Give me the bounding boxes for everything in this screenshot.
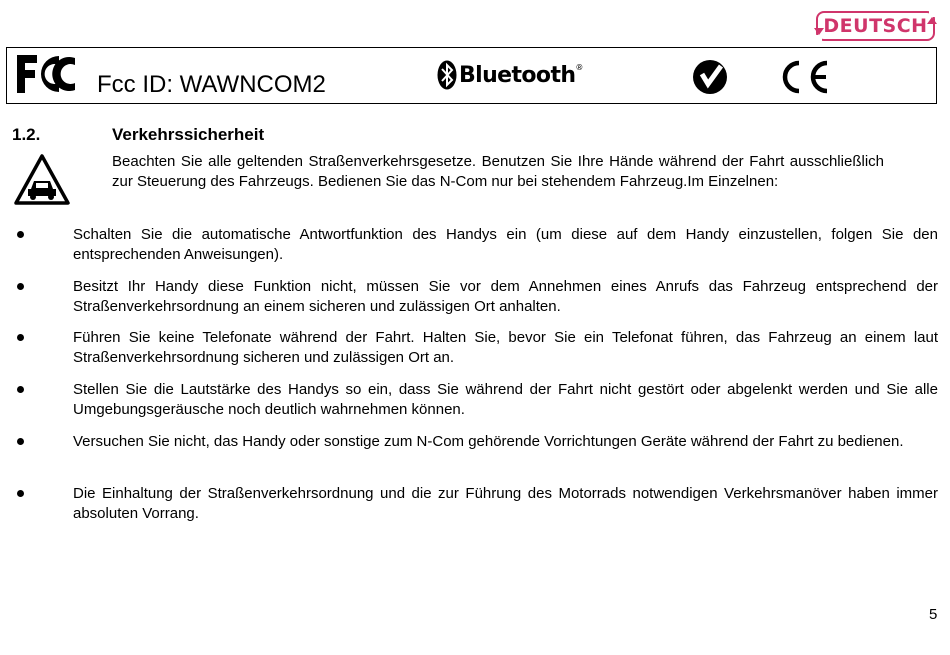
c-tick-icon	[691, 58, 729, 96]
certification-header	[6, 47, 937, 104]
bluetooth-icon	[437, 60, 457, 90]
bullet-dot-icon	[17, 334, 24, 341]
language-badge-label: DEUTSCH	[823, 15, 928, 37]
bullet-dot-icon	[17, 386, 24, 393]
bullet-dot-icon	[17, 438, 24, 445]
section-intro: Beachten Sie alle geltenden Straßenverkehrsgesetze. Benutzen Sie Ihre Hände während der Fahrt ausschließlich zur Steuerung des Fahrzeugs. Bedienen Sie das N-Com nur bei stehendem Fahrzeug.Im Einzelnen:	[112, 153, 884, 190]
car-warning-sign-icon	[13, 153, 71, 207]
bullet-dot-icon	[17, 283, 24, 290]
section-number: 1.2.	[12, 125, 41, 144]
bullet-dot-icon	[17, 231, 24, 238]
section-title: Verkehrssicherheit	[112, 125, 265, 144]
list-item-text: Versuchen Sie nicht, das Handy oder sonstige zum N-Com gehörende Vorrichtungen Geräte während der Fahrt zu bedienen.	[73, 433, 904, 450]
list-item-text: Stellen Sie die Lautstärke des Handys so ein, dass Sie während der Fahrt nicht gestört oder abgelenkt werden und Sie alle Umgebungsgeräusche noch deutlich wahrnehmen können.	[73, 381, 938, 418]
bluetooth-label: Bluetooth	[459, 62, 576, 88]
list-item-text: Führen Sie keine Telefonate während der Fahrt. Halten Sie, bevor Sie ein Telefonat führen, das Fahrzeug an einem laut Straßenverkehrsordnung sicheren und zulässigen Ort an.	[73, 329, 938, 366]
ce-mark-icon	[777, 59, 831, 95]
bullet-dot-icon	[17, 490, 24, 497]
fcc-id-text: Fcc ID: WAWNCOM2	[97, 71, 326, 98]
arrow-up-icon	[927, 17, 937, 24]
list-item-text: Besitzt Ihr Handy diese Funktion nicht, müssen Sie vor dem Annehmen eines Anrufs das Fahrzeug entsprechend der Straßenverkehrsordnung an einem sicheren und zulässigen Ort anhalten.	[73, 278, 938, 315]
bluetooth-logo: Bluetooth®	[437, 60, 583, 90]
language-badge	[816, 11, 935, 41]
page-number: 5	[929, 606, 938, 623]
list-item-text: Schalten Sie die automatische Antwortfunktion des Handys ein (um diese auf dem Handy einzustellen, folgen Sie den entsprechenden Anweisungen).	[73, 226, 938, 263]
list-item-text: Die Einhaltung der Straßenverkehrsordnung und die zur Führung des Motorrads notwendigen Verkehrsmanöver haben immer absoluten Vorrang.	[73, 485, 938, 522]
fcc-logo-icon	[15, 52, 81, 96]
arrow-down-icon	[814, 28, 824, 35]
